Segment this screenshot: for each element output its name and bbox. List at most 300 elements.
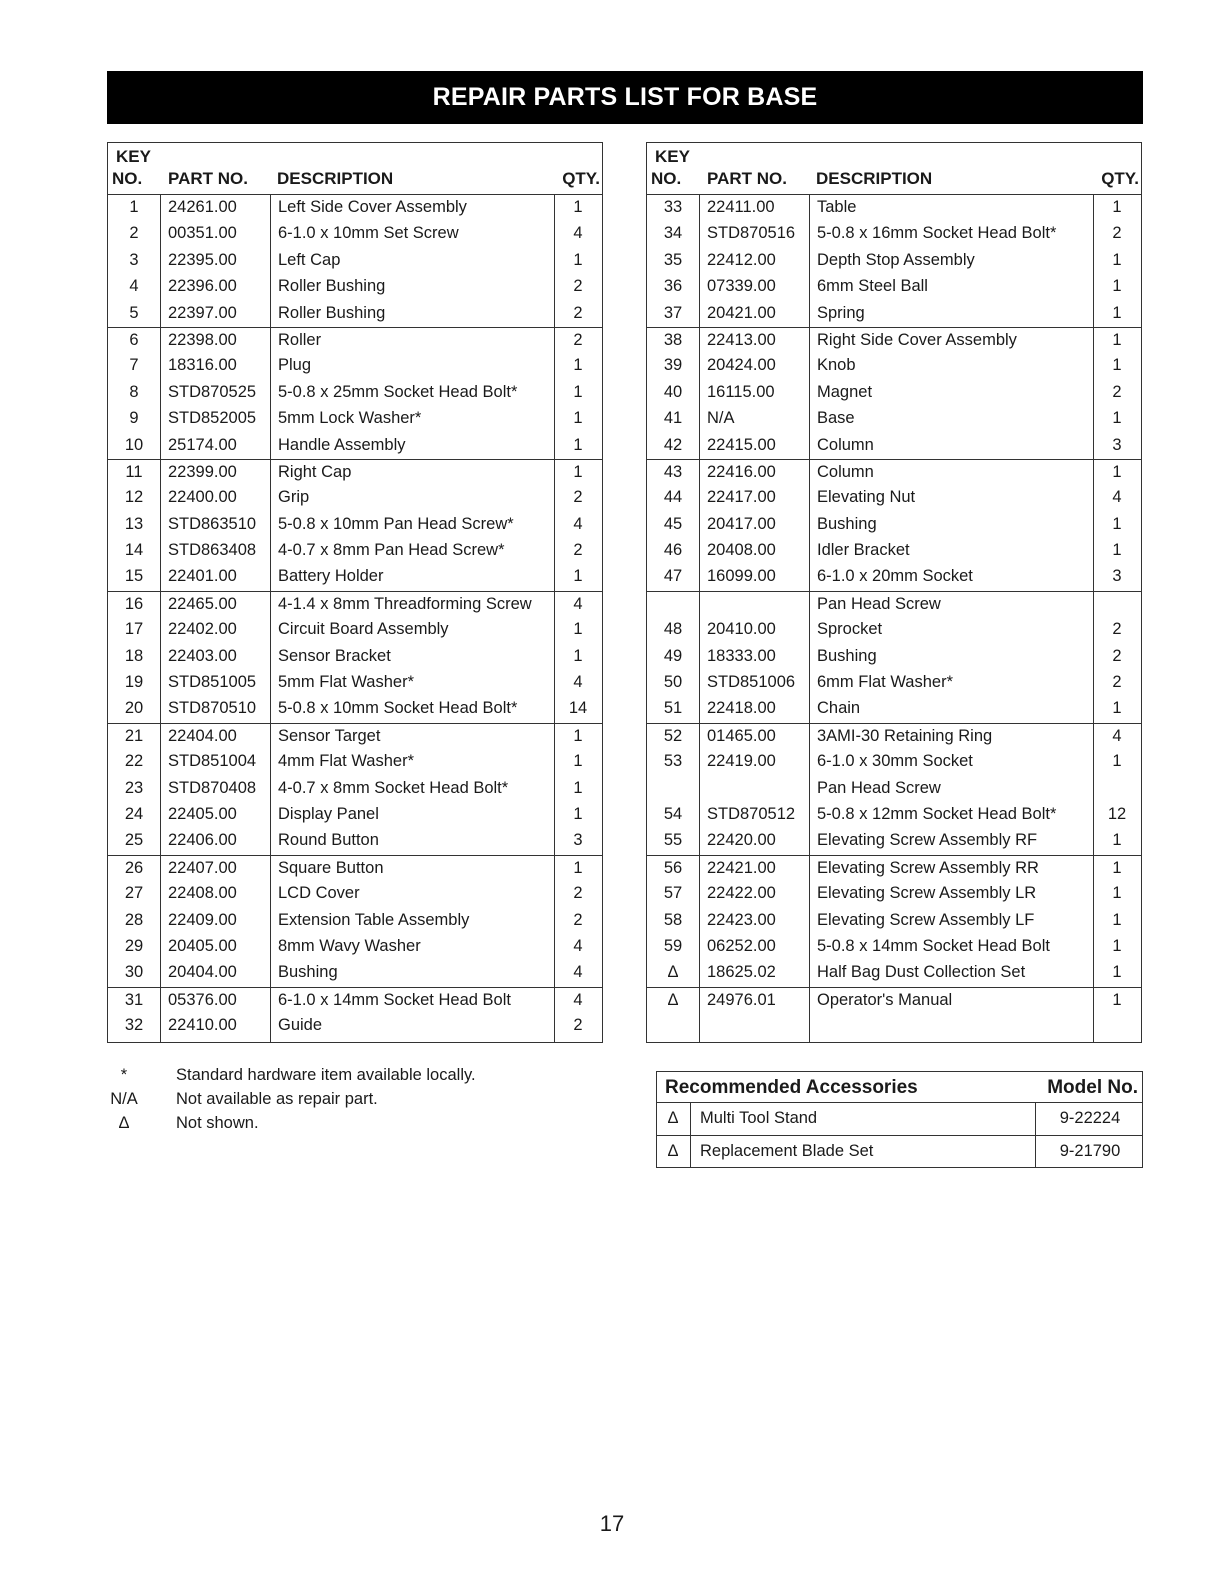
part-no-cell: 20404.00 <box>168 963 237 982</box>
qty-cell: 1 <box>1112 409 1122 428</box>
part-no-cell: 22416.00 <box>707 462 776 481</box>
table-row <box>647 855 1141 881</box>
description-cell: Round Button <box>278 831 379 850</box>
key-cell: 52 <box>663 726 683 745</box>
qty-cell: 1 <box>573 726 583 745</box>
header-qty: QTY. <box>1101 169 1139 188</box>
qty-cell: 2 <box>573 303 583 322</box>
part-no-cell: 20410.00 <box>707 620 776 639</box>
qty-cell: 1 <box>1112 277 1122 296</box>
qty-cell: 1 <box>573 435 583 454</box>
part-no-cell: 22395.00 <box>168 250 237 269</box>
table-row <box>647 564 1141 590</box>
key-cell: 24 <box>124 804 144 823</box>
description-cell: Elevating Nut <box>817 488 916 507</box>
table-row <box>108 723 602 749</box>
header-key-line1: KEY <box>655 147 690 166</box>
description-cell: Column <box>817 462 874 481</box>
qty-cell: 2 <box>573 910 583 929</box>
description-cell: 6-1.0 x 10mm Set Screw <box>278 224 459 243</box>
model-no-header: Model No. <box>1047 1077 1138 1098</box>
qty-cell: 4 <box>573 963 583 982</box>
table-row <box>108 327 602 353</box>
qty-cell: 2 <box>573 541 583 560</box>
part-no-cell: STD851004 <box>168 752 257 771</box>
qty-cell: 1 <box>1112 858 1122 877</box>
table-row <box>108 195 602 221</box>
qty-cell: 1 <box>1112 884 1122 903</box>
description-cell: 5-0.8 x 16mm Socket Head Bolt* <box>817 224 1057 243</box>
description-cell: 6mm Flat Washer* <box>817 673 953 692</box>
key-cell: 54 <box>663 804 683 823</box>
qty-cell: 2 <box>573 488 583 507</box>
qty-cell: 3 <box>1112 567 1122 586</box>
key-cell: 6 <box>129 330 139 349</box>
key-cell: 9 <box>129 409 139 428</box>
part-no-cell: 22415.00 <box>707 435 776 454</box>
key-cell: 44 <box>663 488 683 507</box>
table-row <box>647 696 1141 722</box>
key-cell: 37 <box>663 303 683 322</box>
footnote-text: Not available as repair part. <box>176 1090 378 1108</box>
description-cell: Battery Holder <box>278 567 384 586</box>
description-cell: Sprocket <box>817 620 883 639</box>
description-cell: Display Panel <box>278 804 379 823</box>
table-row <box>108 908 602 934</box>
part-no-cell: 06252.00 <box>707 936 776 955</box>
key-cell: 1 <box>129 198 139 216</box>
part-no-cell: STD870525 <box>168 382 257 401</box>
qty-cell: 2 <box>573 884 583 903</box>
table-row <box>647 301 1141 327</box>
accessory-symbol: Δ <box>667 1109 679 1127</box>
part-no-cell: 22420.00 <box>707 831 776 850</box>
page-number: 17 <box>599 1511 625 1536</box>
qty-cell: 1 <box>573 620 583 639</box>
table-row <box>647 960 1141 986</box>
part-no-cell: 22418.00 <box>707 699 776 718</box>
part-no-cell: 24261.00 <box>168 198 237 216</box>
description-cell: Elevating Screw Assembly RF <box>817 831 1038 850</box>
description-cell: Circuit Board Assembly <box>278 620 449 639</box>
description-cell: 8mm Wavy Washer <box>278 936 421 955</box>
key-cell: 30 <box>124 963 144 982</box>
parts-table-left <box>107 142 603 1043</box>
table-row <box>108 1013 602 1039</box>
description-cell: 6-1.0 x 14mm Socket Head Bolt <box>278 990 511 1009</box>
qty-cell: 1 <box>1112 514 1122 533</box>
description-cell: 6mm Steel Ball <box>817 277 928 296</box>
qty-cell: 1 <box>1112 198 1122 216</box>
key-cell: 18 <box>124 646 144 665</box>
part-no-cell: STD870516 <box>707 224 796 243</box>
qty-cell: 1 <box>573 567 583 586</box>
part-no-cell: 22408.00 <box>168 884 237 903</box>
key-cell: 17 <box>124 620 144 639</box>
table-row <box>108 538 602 564</box>
table-row <box>647 723 1141 749</box>
accessories-table <box>656 1071 1143 1168</box>
description-cell: Roller Bushing <box>278 303 386 322</box>
key-cell: 40 <box>663 382 683 401</box>
description-cell: Bushing <box>817 646 877 665</box>
key-cell: 12 <box>124 488 144 507</box>
description-cell: Half Bag Dust Collection Set <box>817 963 1026 982</box>
description-cell: 4-0.7 x 8mm Socket Head Bolt* <box>278 778 509 797</box>
part-no-cell: 20408.00 <box>707 541 776 560</box>
qty-cell: 1 <box>1112 330 1122 349</box>
key-cell: 55 <box>663 831 683 850</box>
qty-cell: 1 <box>573 858 583 877</box>
key-cell: 5 <box>129 303 139 322</box>
part-no-cell: STD863510 <box>168 514 257 533</box>
part-no-cell: 22396.00 <box>168 277 237 296</box>
description-cell: Knob <box>817 356 856 375</box>
description-cell: 3AMI-30 Retaining Ring <box>817 726 993 745</box>
header-description: DESCRIPTION <box>816 169 933 188</box>
part-no-cell: 16115.00 <box>707 382 775 401</box>
key-cell: 19 <box>124 673 144 692</box>
qty-cell: 1 <box>1112 963 1122 982</box>
table-row <box>108 406 602 432</box>
part-no-cell: 20417.00 <box>707 514 776 533</box>
key-cell: 8 <box>129 382 139 401</box>
key-cell: 16 <box>124 594 144 613</box>
key-cell: Δ <box>667 963 679 982</box>
description-cell: Left Side Cover Assembly <box>278 198 467 216</box>
key-cell: 15 <box>124 567 144 586</box>
page-title: REPAIR PARTS LIST FOR BASE <box>107 71 1143 124</box>
description-cell: Bushing <box>278 963 338 982</box>
description-cell: Elevating Screw Assembly RR <box>817 858 1039 877</box>
part-no-cell: STD863408 <box>168 541 257 560</box>
accessory-symbol: Δ <box>667 1142 679 1160</box>
table-row <box>647 485 1141 511</box>
table-row <box>647 353 1141 379</box>
qty-cell: 2 <box>1112 646 1122 665</box>
description-cell: Sensor Bracket <box>278 646 391 665</box>
table-row <box>108 512 602 538</box>
key-cell: 26 <box>124 858 144 877</box>
key-cell: 7 <box>129 356 139 375</box>
footnote-text: Standard hardware item available locally. <box>176 1066 476 1084</box>
accessory-row <box>657 1103 1142 1135</box>
description-cell: 5-0.8 x 14mm Socket Head Bolt <box>817 936 1050 955</box>
qty-cell: 1 <box>1112 303 1122 322</box>
table-row <box>647 908 1141 934</box>
table-row <box>647 617 1141 643</box>
header-key-line2: NO. <box>112 169 143 188</box>
table-row <box>647 802 1141 828</box>
key-cell: 23 <box>124 778 144 797</box>
description-cell: 4-0.7 x 8mm Pan Head Screw* <box>278 541 505 560</box>
part-no-cell: STD851006 <box>707 673 796 692</box>
qty-cell: 1 <box>573 752 583 771</box>
qty-cell: 2 <box>1112 224 1122 243</box>
key-cell: 27 <box>124 884 144 903</box>
part-no-cell: 22422.00 <box>707 884 776 903</box>
key-cell: 14 <box>124 541 144 560</box>
qty-cell: 4 <box>573 514 583 533</box>
part-no-cell: 20424.00 <box>707 356 776 375</box>
key-cell: 46 <box>663 541 683 560</box>
key-cell: 36 <box>663 277 683 296</box>
qty-cell: 1 <box>1112 356 1122 375</box>
accessories-title: Recommended Accessories <box>665 1077 918 1098</box>
key-cell: 53 <box>663 752 683 771</box>
key-cell: 22 <box>124 752 144 771</box>
qty-cell: 1 <box>573 356 583 375</box>
table-row <box>647 987 1141 1013</box>
description-cell: Roller Bushing <box>278 277 386 296</box>
part-no-cell: 22410.00 <box>168 1016 237 1035</box>
key-cell: Δ <box>667 990 679 1009</box>
part-no-cell: STD870512 <box>707 804 796 823</box>
part-no-cell: 22465.00 <box>168 594 237 613</box>
part-no-cell: 22401.00 <box>168 567 237 586</box>
table-row <box>108 644 602 670</box>
part-no-cell: 22403.00 <box>168 646 237 665</box>
part-no-cell: 22407.00 <box>168 858 237 877</box>
part-no-cell: 20405.00 <box>168 936 237 955</box>
header-key-line2: NO. <box>651 169 682 188</box>
key-cell: 38 <box>663 330 683 349</box>
table-row <box>647 221 1141 247</box>
part-no-cell: 22399.00 <box>168 462 237 481</box>
header-key-line1: KEY <box>116 147 151 166</box>
table-row <box>647 327 1141 353</box>
accessory-name: Multi Tool Stand <box>700 1109 818 1127</box>
key-cell: 45 <box>663 514 683 533</box>
table-row <box>647 406 1141 432</box>
part-no-cell: STD870510 <box>168 699 257 718</box>
table-body <box>647 195 1141 1042</box>
part-no-cell: 07339.00 <box>707 277 776 296</box>
description-cell: 5-0.8 x 25mm Socket Head Bolt* <box>278 382 518 401</box>
table-row <box>647 195 1141 221</box>
qty-cell: 12 <box>1107 804 1127 823</box>
table-row <box>647 881 1141 907</box>
qty-cell: 4 <box>573 673 583 692</box>
qty-cell: 1 <box>1112 462 1122 481</box>
key-cell: 33 <box>663 198 683 216</box>
table-row <box>647 749 1141 775</box>
qty-cell: 1 <box>1112 910 1122 929</box>
description-cell: Base <box>817 409 855 428</box>
description-cell: Magnet <box>817 382 873 401</box>
qty-cell: 3 <box>573 831 583 850</box>
table-row <box>108 696 602 722</box>
key-cell: 2 <box>129 224 139 243</box>
table-row <box>647 670 1141 696</box>
part-no-cell: 22400.00 <box>168 488 237 507</box>
table-row <box>108 934 602 960</box>
accessory-row <box>657 1135 1142 1167</box>
table-row <box>647 538 1141 564</box>
part-no-cell: 22419.00 <box>707 752 776 771</box>
description-cell: 6-1.0 x 30mm Socket <box>817 752 973 771</box>
table-row <box>108 380 602 406</box>
part-no-cell: 22417.00 <box>707 488 776 507</box>
description-cell: 4mm Flat Washer* <box>278 752 414 771</box>
table-row <box>647 433 1141 459</box>
parts-table-right <box>646 142 1142 1043</box>
footnote-text: Not shown. <box>176 1114 259 1132</box>
header-part-no: PART NO. <box>168 169 248 188</box>
description-cell: Guide <box>278 1016 323 1035</box>
key-cell: 21 <box>124 726 144 745</box>
table-row <box>647 776 1141 802</box>
key-cell: 20 <box>124 699 144 718</box>
key-cell: 25 <box>124 831 144 850</box>
part-no-cell: 22404.00 <box>168 726 237 745</box>
table-row <box>108 591 602 617</box>
table-row <box>108 670 602 696</box>
table-row <box>108 802 602 828</box>
description-cell: Depth Stop Assembly <box>817 250 975 269</box>
qty-cell: 1 <box>1112 936 1122 955</box>
qty-cell: 2 <box>1112 620 1122 639</box>
description-cell: Grip <box>278 488 310 507</box>
qty-cell: 1 <box>1112 699 1122 718</box>
qty-cell: 3 <box>1112 435 1122 454</box>
part-no-cell: N/A <box>707 409 735 428</box>
description-cell: Plug <box>278 356 312 375</box>
description-cell: Idler Bracket <box>817 541 910 560</box>
qty-cell: 2 <box>1112 382 1122 401</box>
description-cell: Bushing <box>817 514 877 533</box>
table-row <box>647 828 1141 854</box>
table-body <box>108 195 602 1042</box>
qty-cell: 2 <box>573 330 583 349</box>
part-no-cell: 01465.00 <box>707 726 776 745</box>
description-cell: Extension Table Assembly <box>278 910 470 929</box>
table-row <box>108 564 602 590</box>
table-row <box>108 960 602 986</box>
key-cell: 32 <box>124 1016 144 1035</box>
qty-cell: 4 <box>1112 726 1122 745</box>
part-no-cell: 22412.00 <box>707 250 776 269</box>
footnote-symbol: * <box>120 1066 128 1084</box>
key-cell: 47 <box>663 567 683 586</box>
key-cell: 42 <box>663 435 683 454</box>
accessory-model: 9-21790 <box>1059 1142 1121 1160</box>
part-no-cell: 22406.00 <box>168 831 237 850</box>
part-no-cell: 22398.00 <box>168 330 237 349</box>
table-row <box>108 987 602 1013</box>
footnote-symbol: Δ <box>118 1114 130 1132</box>
qty-cell: 2 <box>573 1016 583 1035</box>
description-cell: Sensor Target <box>278 726 381 745</box>
part-no-cell: STD851005 <box>168 673 257 692</box>
key-cell: 3 <box>129 250 139 269</box>
qty-cell: 2 <box>1112 673 1122 692</box>
part-no-cell: 22409.00 <box>168 910 237 929</box>
description-cell: 5-0.8 x 10mm Pan Head Screw* <box>278 514 514 533</box>
table-row <box>108 248 602 274</box>
qty-cell: 1 <box>573 198 583 216</box>
part-no-cell: 16099.00 <box>707 567 776 586</box>
table-row <box>647 512 1141 538</box>
description-cell: 5-0.8 x 12mm Socket Head Bolt* <box>817 804 1057 823</box>
qty-cell: 1 <box>1112 250 1122 269</box>
table-header <box>108 143 602 195</box>
key-cell: 57 <box>663 884 683 903</box>
key-cell: 58 <box>663 910 683 929</box>
description-cell: Roller <box>278 330 322 349</box>
qty-cell: 4 <box>573 594 583 613</box>
description-cell: Elevating Screw Assembly LF <box>817 910 1035 929</box>
table-row <box>108 353 602 379</box>
description-cell: Spring <box>817 303 865 322</box>
description-cell: Square Button <box>278 858 384 877</box>
description-cell: 5-0.8 x 10mm Socket Head Bolt* <box>278 699 518 718</box>
table-row <box>647 274 1141 300</box>
key-cell: 41 <box>663 409 683 428</box>
qty-cell: 1 <box>573 646 583 665</box>
description-cell: 6-1.0 x 20mm Socket <box>817 567 973 586</box>
part-no-cell: 25174.00 <box>168 435 237 454</box>
qty-cell: 1 <box>573 409 583 428</box>
table-row <box>108 221 602 247</box>
key-cell: 29 <box>124 936 144 955</box>
part-no-cell: 22411.00 <box>707 198 775 216</box>
key-cell: 35 <box>663 250 683 269</box>
table-row <box>108 881 602 907</box>
part-no-cell: 24976.01 <box>707 990 776 1009</box>
part-no-cell: 00351.00 <box>168 224 237 243</box>
description-cell: Right Cap <box>278 462 352 481</box>
key-cell: 28 <box>124 910 144 929</box>
accessory-model: 9-22224 <box>1059 1109 1121 1127</box>
description-cell: Operator's Manual <box>817 990 953 1009</box>
part-no-cell: 18625.02 <box>707 963 776 982</box>
table-row <box>108 274 602 300</box>
qty-cell: 4 <box>573 990 583 1009</box>
table-row <box>647 380 1141 406</box>
table-row <box>108 485 602 511</box>
key-cell: 59 <box>663 936 683 955</box>
table-row <box>108 749 602 775</box>
key-cell: 43 <box>663 462 683 481</box>
description-cell: 5mm Flat Washer* <box>278 673 414 692</box>
table-row <box>108 617 602 643</box>
qty-cell: 1 <box>573 250 583 269</box>
table-row <box>108 301 602 327</box>
table-row <box>108 459 602 485</box>
key-cell: 11 <box>125 462 143 481</box>
description-cell: 4-1.4 x 8mm Threadforming Screw <box>278 594 532 613</box>
part-no-cell: 18316.00 <box>168 356 237 375</box>
header-qty: QTY. <box>562 169 600 188</box>
table-row <box>647 934 1141 960</box>
table-row <box>108 433 602 459</box>
key-cell: 10 <box>124 435 144 454</box>
table-row <box>647 248 1141 274</box>
description-cell: Pan Head Screw <box>817 594 941 613</box>
part-no-cell: 22413.00 <box>707 330 776 349</box>
part-no-cell: 22423.00 <box>707 910 776 929</box>
description-cell: Handle Assembly <box>278 435 406 454</box>
description-cell: Left Cap <box>278 250 341 269</box>
key-cell: 39 <box>663 356 683 375</box>
key-cell: 34 <box>663 224 683 243</box>
key-cell: 56 <box>663 858 683 877</box>
table-row <box>108 855 602 881</box>
table-row <box>647 591 1141 617</box>
table-header <box>647 143 1141 195</box>
part-no-cell: 22397.00 <box>168 303 237 322</box>
